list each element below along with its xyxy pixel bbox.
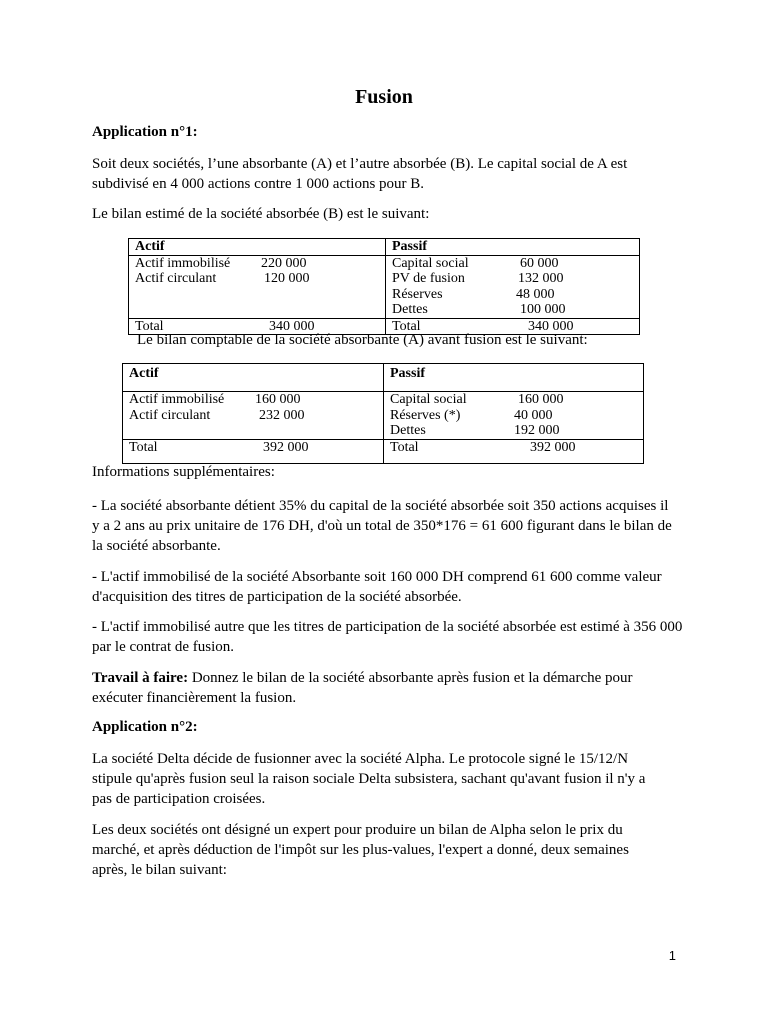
page-title: Fusion — [355, 86, 413, 108]
page-number: 1 — [668, 948, 676, 963]
bilan-b-passif-body — [386, 255, 640, 318]
table-row — [390, 408, 643, 424]
row-label: Actif immobilisé — [129, 392, 225, 407]
row-label: Actif circulant — [135, 271, 217, 286]
bilan-a-passif-total — [384, 439, 644, 463]
total-row — [129, 440, 383, 456]
travail-text: Donnez le bilan de la société absorbante après fusion et la démarche pour exécuter financièrement la fusion. — [92, 670, 633, 706]
bilan-a-passif-header-cell — [384, 364, 644, 392]
row-label: Dettes — [390, 423, 426, 438]
info-heading: Informations supplémentaires: — [92, 464, 275, 480]
total-label: Total — [392, 318, 421, 334]
bilan-b-passif-header-cell — [386, 239, 640, 256]
total-row — [390, 440, 643, 456]
intro-paragraph: Soit deux sociétés, l’une absorbante (A) et l’autre absorbée (B). Le capital social de A est subdivisé en 4 000 actions contre 1 000 actions pour B. — [92, 156, 628, 192]
bilan-b-intro: Le bilan estimé de la société absorbée (B) est le suivant: — [92, 206, 430, 222]
row-value: 60 000 — [520, 255, 559, 271]
app2-paragraph-2: Les deux sociétés ont désigné un expert pour produire un bilan de Alpha selon le prix du marché, et après déduction de l'impôt sur les plus-values, l'expert a donné, deux semaines après, le bilan suivant: — [92, 822, 629, 878]
row-label: Capital social — [390, 392, 467, 407]
row-label: Dettes — [392, 302, 428, 317]
bilan-b-actif-header-cell — [129, 239, 386, 256]
row-value: 120 000 — [264, 271, 310, 286]
row-value: 48 000 — [516, 286, 555, 302]
row-value: 192 000 — [514, 423, 560, 438]
info-paragraph-1: - La société absorbante détient 35% du capital de la société absorbée soit 350 actions acquises il y a 2 ans au prix unitaire de 176 DH, d'où un total de 350*176 = 61 600 figurant dans le bilan de la société absorbante. — [92, 498, 672, 554]
total-value: 340 000 — [528, 318, 574, 334]
total-value: 392 000 — [263, 439, 309, 455]
table-row — [392, 256, 639, 272]
bilan-b-passif-header: Passif — [392, 239, 427, 254]
row-value: 160 000 — [518, 392, 564, 407]
bilan-a-passif-body — [384, 392, 644, 440]
table-row — [390, 392, 643, 408]
row-value: 100 000 — [520, 302, 566, 317]
bilan-a-actif-header: Actif — [129, 366, 159, 381]
application-1-heading: Application n°1: — [92, 124, 198, 140]
total-label: Total — [135, 318, 164, 334]
table-row — [129, 392, 383, 408]
table-row — [135, 256, 385, 272]
row-label: Réserves — [392, 286, 443, 302]
total-value: 392 000 — [530, 439, 576, 455]
row-value: 132 000 — [518, 271, 564, 286]
table-row — [135, 271, 385, 287]
row-value: 232 000 — [259, 407, 305, 423]
bilan-b-actif-header: Actif — [135, 239, 165, 254]
info-paragraph-3: - L'actif immobilisé autre que les titres de participation de la société absorbée est estimé à 356 000 par le contrat de fusion. — [92, 619, 683, 655]
row-label: Actif immobilisé — [135, 255, 231, 271]
row-label: Réserves (*) — [390, 407, 461, 423]
bilan-a-actif-body — [123, 392, 384, 440]
bilan-a-actif-header-cell — [123, 364, 384, 392]
row-value: 40 000 — [514, 407, 553, 423]
row-value: 160 000 — [255, 392, 301, 407]
travail-label: Travail à faire: — [92, 670, 189, 686]
bilan-a-intro: Le bilan comptable de la société absorbante (A) avant fusion est le suivant: — [137, 332, 588, 348]
bilan-b-table — [128, 238, 640, 335]
application-2-heading: Application n°2: — [92, 719, 198, 735]
row-value: 220 000 — [261, 255, 307, 271]
table-row — [392, 302, 639, 318]
row-label: PV de fusion — [392, 271, 465, 286]
table-row — [392, 287, 639, 303]
bilan-b-actif-body — [129, 255, 386, 318]
travail-paragraph — [92, 668, 668, 708]
table-row — [392, 271, 639, 287]
bilan-a-table — [122, 363, 644, 464]
bilan-a-passif-header: Passif — [390, 366, 425, 381]
row-label: Actif circulant — [129, 407, 211, 423]
table-row — [390, 423, 643, 439]
bilan-a-actif-total — [123, 439, 384, 463]
app2-paragraph-1: La société Delta décide de fusionner avec la société Alpha. Le protocole signé le 15/12/N stipule qu'après fusion seul la raison sociale Delta subsistera, sachant qu'avant fusion il n'y a pas de participation croisées. — [92, 751, 646, 807]
total-label: Total — [129, 439, 158, 455]
info-paragraph-2: - L'actif immobilisé de la société Absorbante soit 160 000 DH comprend 61 600 comme valeur d'acquisition des titres de participation de la société absorbée. — [92, 569, 662, 605]
total-label: Total — [390, 439, 419, 455]
total-value: 340 000 — [269, 318, 315, 334]
row-label: Capital social — [392, 255, 469, 271]
table-row — [129, 408, 383, 424]
